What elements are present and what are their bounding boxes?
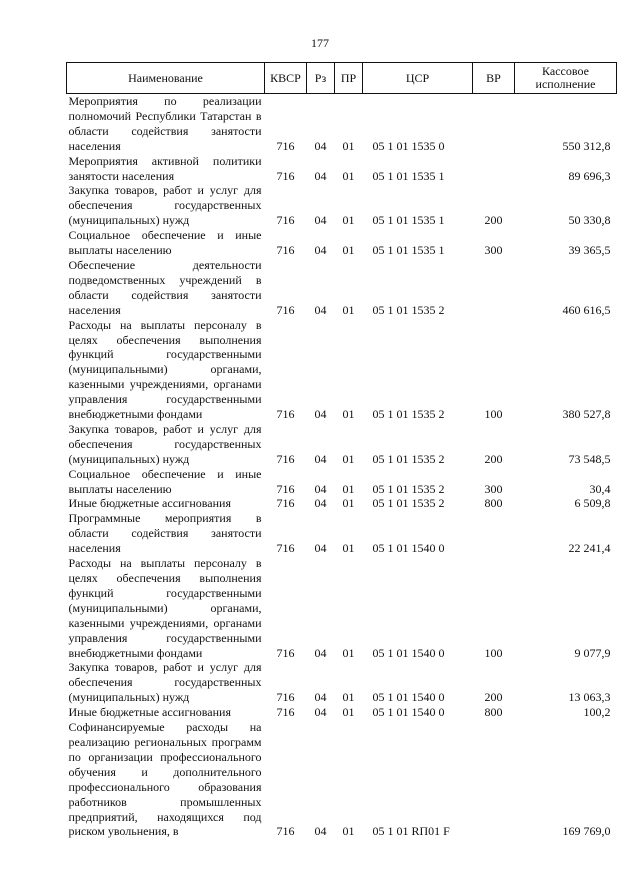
row-pr: 01 [342, 451, 355, 466]
row-pr: 01 [342, 705, 355, 720]
budget-table [66, 62, 617, 839]
row-kvsr: 716 [276, 213, 295, 228]
row-vr [473, 258, 515, 318]
row-pr: 01 [342, 302, 355, 317]
table-row [67, 496, 617, 511]
table-body [67, 94, 617, 840]
row-vr [473, 94, 515, 154]
row-csr: 05 1 01 1535 1 [372, 243, 445, 258]
row-vr: 200 [484, 690, 503, 705]
row-csr: 05 1 01 1535 2 [372, 496, 445, 511]
row-kvsr: 716 [276, 138, 295, 153]
row-rz: 04 [314, 824, 327, 839]
row-kvsr: 716 [276, 541, 295, 556]
row-name: Социальное обеспечение и иные выплаты населению [68, 228, 262, 258]
row-pr: 01 [342, 168, 355, 183]
row-vr: 800 [484, 496, 503, 511]
row-kvsr: 716 [276, 824, 295, 839]
row-pr: 01 [342, 138, 355, 153]
row-rz: 04 [314, 168, 327, 183]
row-csr: 05 1 01 1540 0 [372, 705, 445, 720]
row-csr: 05 1 01 1535 0 [372, 138, 445, 153]
table-row [67, 228, 617, 258]
table-row [67, 720, 617, 839]
row-csr: 05 1 01 1535 2 [372, 481, 445, 496]
page-number: 177 [311, 36, 329, 50]
row-amount: 550 312,8 [562, 138, 611, 153]
row-amount: 50 330,8 [568, 213, 611, 228]
row-amount: 89 696,3 [568, 168, 611, 183]
row-amount: 30,4 [589, 481, 611, 496]
row-rz: 04 [314, 138, 327, 153]
header-amount: Кассовое исполнение [515, 63, 617, 94]
row-amount: 100,2 [583, 705, 611, 720]
row-csr: 05 1 01 RП01 F [372, 824, 450, 839]
row-name: Иные бюджетные ассигнования [68, 496, 231, 511]
row-rz: 04 [314, 451, 327, 466]
row-name: Иные бюджетные ассигнования [68, 705, 231, 720]
row-name: Социальное обеспечение и иные выплаты населению [68, 466, 262, 496]
row-amount: 9 077,9 [574, 645, 611, 660]
row-rz: 04 [314, 496, 327, 511]
row-vr: 300 [484, 243, 503, 258]
row-rz: 04 [314, 302, 327, 317]
row-pr: 01 [342, 690, 355, 705]
row-rz: 04 [314, 541, 327, 556]
table-row [67, 183, 617, 228]
row-kvsr: 716 [276, 451, 295, 466]
row-name: Мероприятия активной политики занятости населения [68, 153, 262, 183]
row-name: Софинансируемые расходы на реализацию региональных программ по организации профессионального обучения и дополнительного профессионального образования работников промышленных предприятий, находящихся под риском увольнения, в [68, 720, 262, 839]
row-pr: 01 [342, 481, 355, 496]
header-name: Наименование [67, 63, 265, 94]
row-name: Обеспечение деятельности подведомственных учреждений в области содействия занятости населения [68, 257, 262, 317]
header-vr: ВР [473, 63, 515, 94]
row-pr: 01 [342, 243, 355, 258]
row-rz: 04 [314, 705, 327, 720]
table-row [67, 154, 617, 184]
row-pr: 01 [342, 407, 355, 422]
row-vr: 200 [484, 213, 503, 228]
row-vr: 100 [484, 407, 503, 422]
table-row [67, 705, 617, 720]
table-row [67, 660, 617, 705]
row-vr: 100 [484, 645, 503, 660]
row-rz: 04 [314, 213, 327, 228]
row-csr: 05 1 01 1535 1 [372, 213, 445, 228]
row-amount: 22 241,4 [568, 541, 611, 556]
row-pr: 01 [342, 645, 355, 660]
row-kvsr: 716 [276, 645, 295, 660]
table-row [67, 258, 617, 318]
row-csr: 05 1 01 1535 2 [372, 407, 445, 422]
row-vr: 200 [484, 451, 503, 466]
row-name: Закупка товаров, работ и услуг для обеспечения государственных (муниципальных) нужд [68, 183, 262, 228]
row-vr [473, 511, 515, 556]
row-name: Мероприятия по реализации полномочий Республики Татарстан в области содействия занятости населения [68, 94, 262, 153]
row-csr: 05 1 01 1540 0 [372, 541, 445, 556]
row-amount: 13 063,3 [568, 690, 611, 705]
row-rz: 04 [314, 690, 327, 705]
row-kvsr: 716 [276, 705, 295, 720]
row-kvsr: 716 [276, 243, 295, 258]
row-csr: 05 1 01 1535 1 [372, 168, 445, 183]
row-amount: 460 616,5 [562, 302, 611, 317]
header-csr: ЦСР [363, 63, 473, 94]
row-vr [473, 720, 515, 839]
row-csr: 05 1 01 1540 0 [372, 690, 445, 705]
row-name: Программные мероприятия в области содействия занятости населения [68, 511, 262, 556]
row-rz: 04 [314, 481, 327, 496]
row-kvsr: 716 [276, 481, 295, 496]
budget-table-container [66, 62, 616, 839]
row-pr: 01 [342, 213, 355, 228]
row-rz: 04 [314, 645, 327, 660]
table-row [67, 318, 617, 422]
table-row [67, 94, 617, 154]
table-header [67, 63, 617, 94]
row-rz: 04 [314, 407, 327, 422]
header-pr: ПР [335, 63, 363, 94]
row-vr: 300 [484, 481, 503, 496]
header-rz: Рз [307, 63, 335, 94]
row-name: Расходы на выплаты персоналу в целях обеспечения выполнения функций государственными (муниципальными) органами, казенными учреждениями, органами управления государственными внебюджетными фондами [68, 556, 262, 660]
header-kvsr: КВСР [265, 63, 307, 94]
row-amount: 39 365,5 [568, 243, 611, 258]
row-csr: 05 1 01 1535 2 [372, 302, 445, 317]
row-vr: 800 [484, 705, 503, 720]
row-name: Закупка товаров, работ и услуг для обеспечения государственных (муниципальных) нужд [68, 421, 262, 466]
row-amount: 6 509,8 [574, 496, 611, 511]
row-name: Закупка товаров, работ и услуг для обеспечения государственных (муниципальных) нужд [68, 660, 262, 705]
row-kvsr: 716 [276, 690, 295, 705]
row-pr: 01 [342, 541, 355, 556]
row-vr [473, 154, 515, 184]
row-amount: 73 548,5 [568, 451, 611, 466]
row-amount: 169 769,0 [562, 824, 611, 839]
table-row [67, 422, 617, 467]
table-row [67, 511, 617, 556]
table-row [67, 467, 617, 497]
table-row [67, 556, 617, 660]
row-kvsr: 716 [276, 496, 295, 511]
row-kvsr: 716 [276, 168, 295, 183]
row-pr: 01 [342, 496, 355, 511]
row-csr: 05 1 01 1535 2 [372, 451, 445, 466]
row-amount: 380 527,8 [562, 407, 611, 422]
row-kvsr: 716 [276, 407, 295, 422]
row-kvsr: 716 [276, 302, 295, 317]
row-csr: 05 1 01 1540 0 [372, 645, 445, 660]
row-rz: 04 [314, 243, 327, 258]
row-name: Расходы на выплаты персоналу в целях обеспечения выполнения функций государственными (муниципальными) органами, казенными учреждениями, органами управления государственными внебюджетными фондами [68, 317, 262, 422]
row-pr: 01 [342, 824, 355, 839]
